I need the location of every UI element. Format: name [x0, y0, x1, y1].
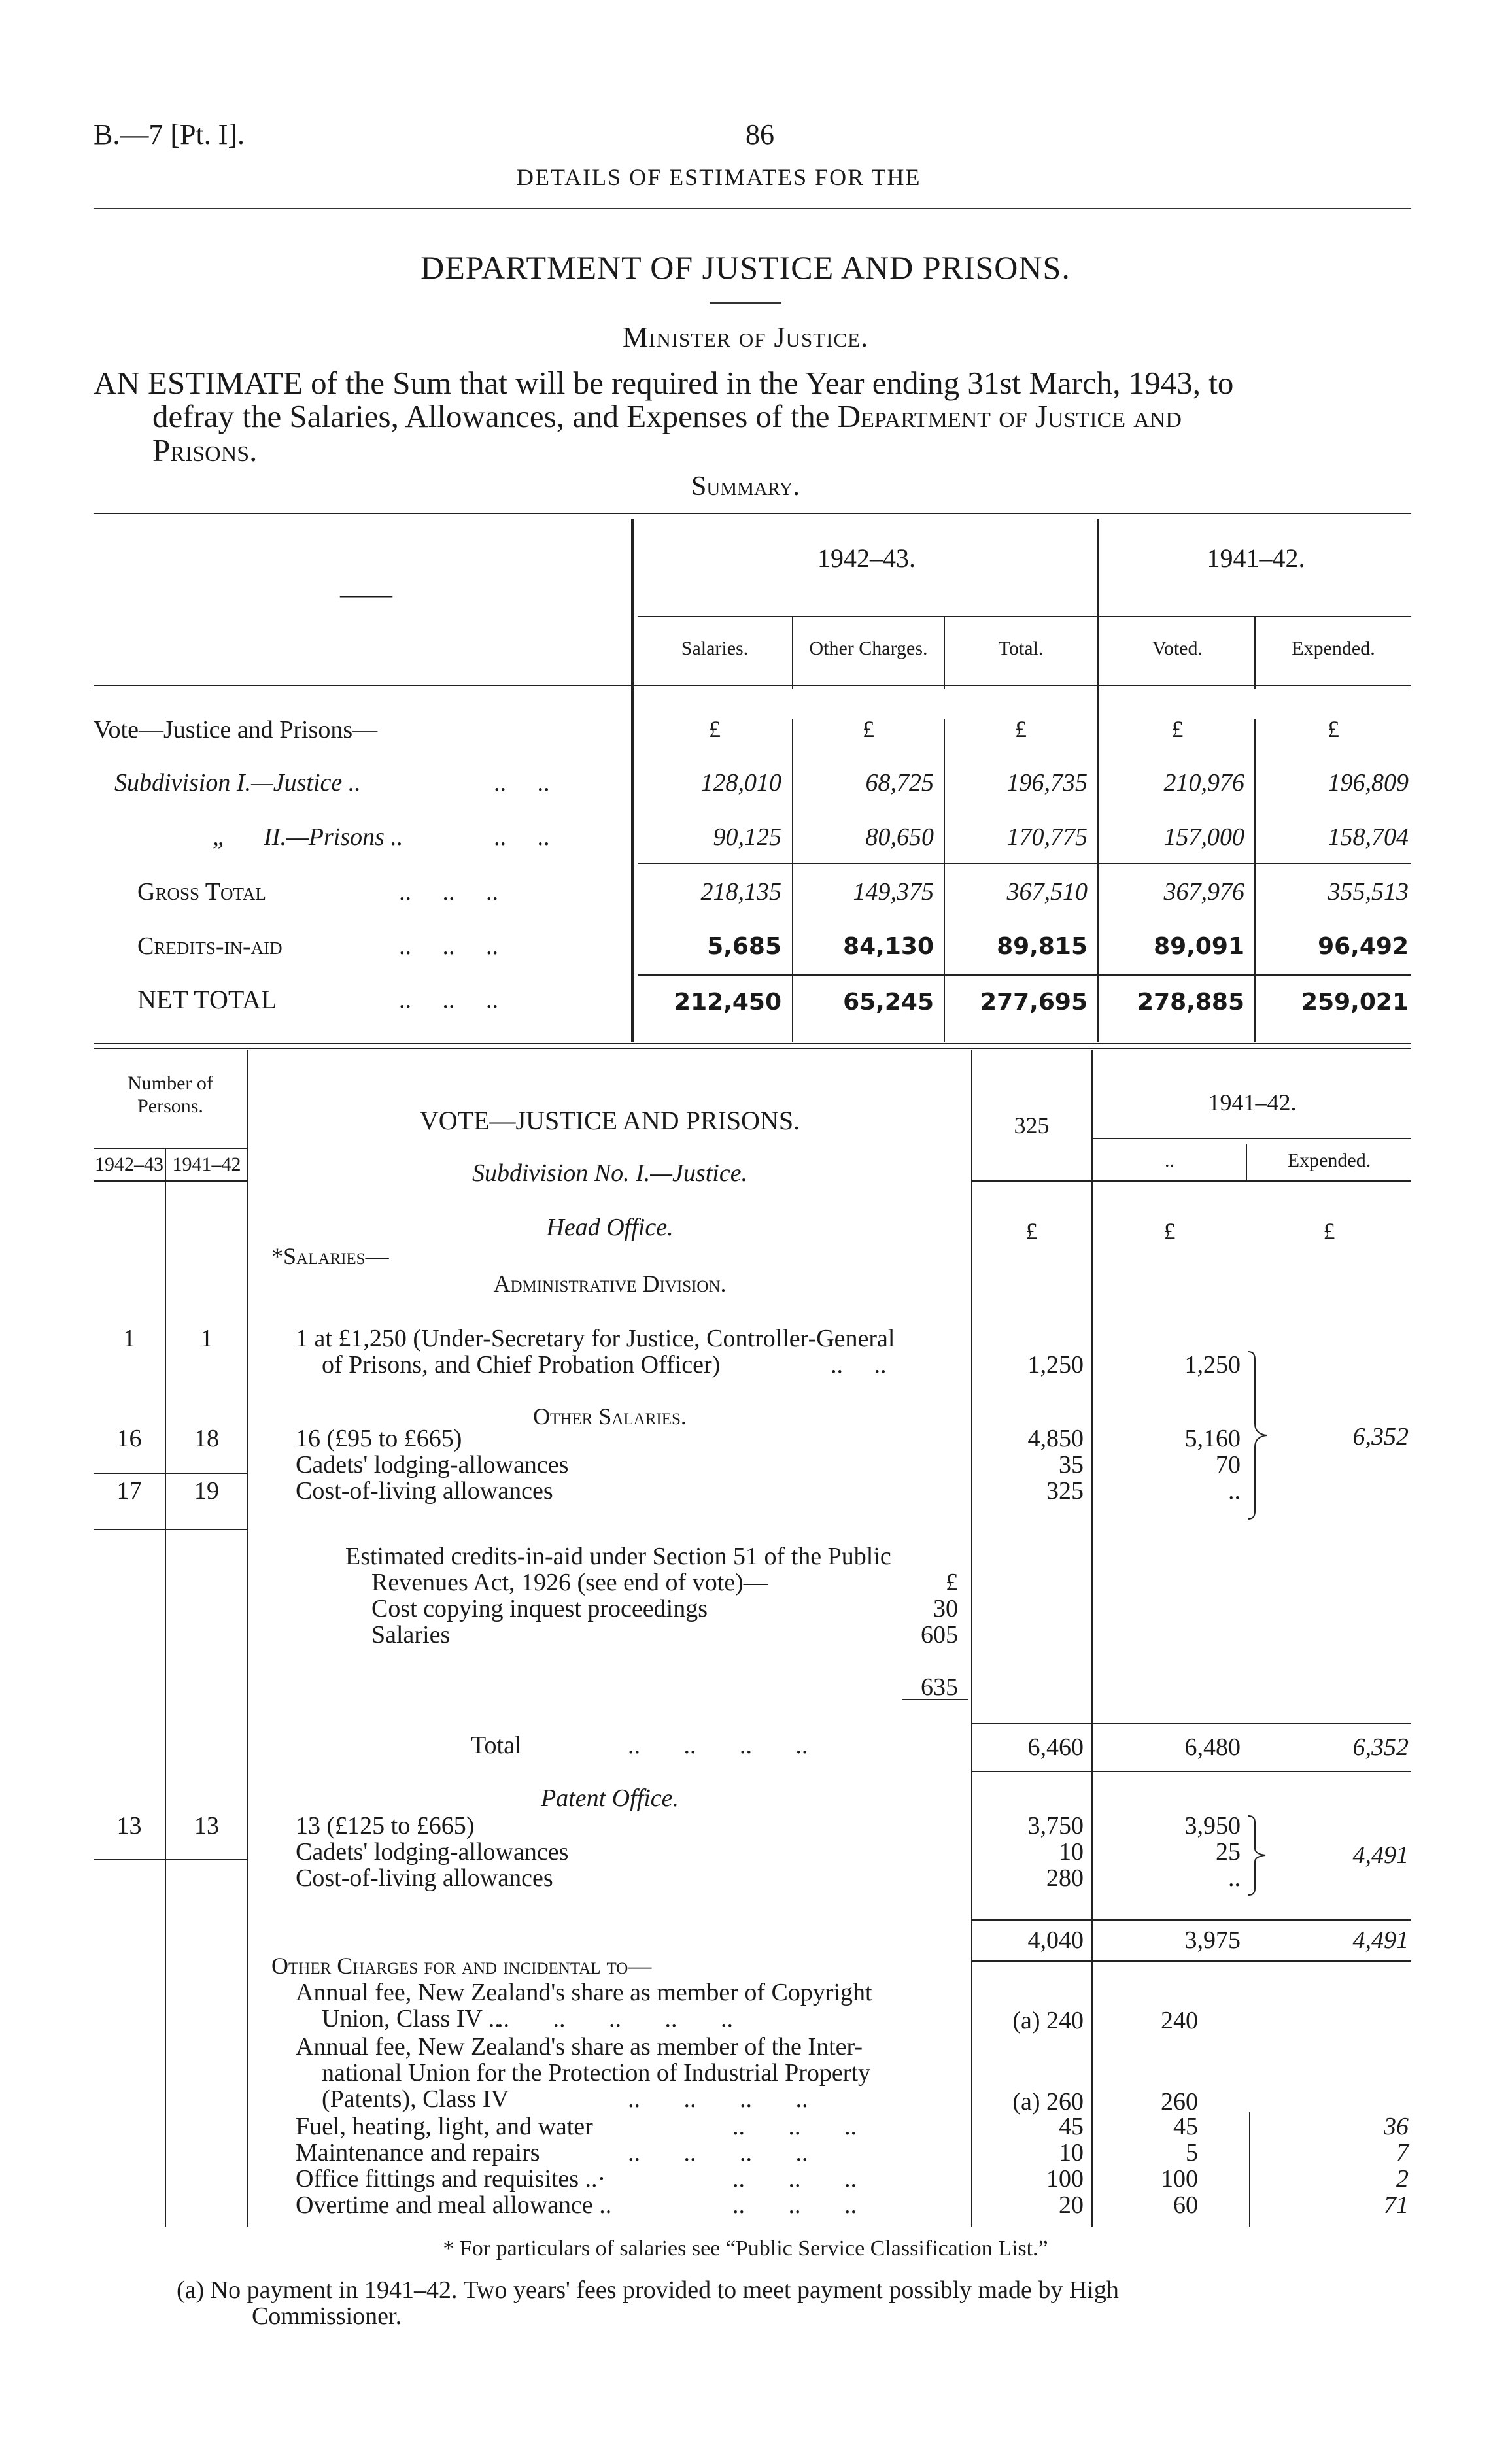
admin-persons-prior: 1 — [200, 1325, 213, 1352]
admin-current: 1,250 — [1027, 1351, 1084, 1378]
detail-col-voted: .. — [1165, 1150, 1174, 1171]
admin-leader: .. .. — [831, 1351, 887, 1378]
summary-col-salaries: Salaries. — [681, 638, 749, 659]
oc-item-label: Fuel, heating, light, and water — [296, 2113, 593, 2140]
summary-expended: 196,809 — [1328, 769, 1409, 796]
summary-voted: 278,885 — [1137, 989, 1244, 1016]
total-label: Total — [471, 1732, 522, 1759]
oc-item-current: 20 — [1059, 2191, 1084, 2219]
summary-voted: 157,000 — [1163, 823, 1244, 851]
oc-intl-line-3: (Patents), Class IV — [322, 2085, 509, 2113]
estimate-line-3: Prisons. — [152, 432, 258, 468]
summary-row-leader: .. .. .. — [399, 986, 498, 1014]
oc-intl-current: (a) 260 — [1012, 2088, 1084, 2115]
summary-salaries: 5,685 — [707, 933, 781, 960]
subdivision-title: Subdivision No. I.—Justice. — [471, 1159, 748, 1187]
summary-total: 170,775 — [1006, 823, 1088, 851]
summary-row-leader: .. .. .. — [399, 933, 498, 960]
patent-col-current: 280 — [1046, 1864, 1084, 1892]
head-office-heading: Head Office. — [546, 1214, 674, 1241]
detail-pound: £ — [1163, 1218, 1176, 1244]
total-expended: 6,352 — [1352, 1734, 1409, 1761]
summary-pound: £ — [709, 716, 721, 742]
credits-salaries: Salaries — [371, 1621, 451, 1649]
oc-intl-leader: .. .. .. .. — [628, 2085, 808, 2113]
patent-line: 13 (£125 to £665) — [296, 1812, 475, 1839]
salaries-label: *Salaries— — [271, 1243, 389, 1269]
summary-voted: 89,091 — [1154, 933, 1244, 960]
header-rule — [94, 208, 1411, 209]
title-short-rule — [710, 302, 781, 304]
minister-heading: Minister of Justice. — [622, 321, 869, 353]
patent-total-current: 4,040 — [1027, 1926, 1084, 1954]
summary-other: 65,245 — [843, 989, 934, 1016]
summary-row-label: Gross Total — [137, 878, 266, 906]
summary-row-leader: .. .. .. — [399, 878, 498, 906]
summary-col-expended: Expended. — [1292, 638, 1375, 659]
page-number: 86 — [746, 118, 774, 150]
os-persons-prior: 18 — [194, 1425, 219, 1452]
page-reference: B.—7 [Pt. I]. — [94, 118, 245, 150]
total-current: 6,460 — [1027, 1734, 1084, 1761]
estimate-line-1: AN ESTIMATE of the Sum that will be required in the Year ending 31st March, 1943, to — [94, 365, 1234, 401]
admin-expended: 6,352 — [1352, 1423, 1409, 1450]
admin-line-1: 1 at £1,250 (Under-Secretary for Justice, Controller-General — [296, 1325, 895, 1352]
oc-item-label: Maintenance and repairs — [296, 2139, 540, 2166]
summary-total: 367,510 — [1006, 878, 1088, 906]
col-persons-prior: 19 — [194, 1477, 219, 1505]
summary-pound: £ — [1328, 716, 1339, 742]
total-leader: .. .. .. .. — [628, 1732, 808, 1759]
summary-pound: £ — [1171, 716, 1184, 742]
persons-year-b: 1941–42 — [172, 1154, 241, 1175]
patent-col-line: Cost-of-living allowances — [296, 1864, 553, 1892]
patent-cadets-voted: 25 — [1216, 1838, 1241, 1866]
summary-voted: 367,976 — [1163, 878, 1244, 906]
col-current: 325 — [1046, 1477, 1084, 1505]
admin-line-2: of Prisons, and Chief Probation Officer) — [322, 1351, 721, 1378]
cadets-line: Cadets' lodging-allowances — [296, 1451, 569, 1479]
oc-copyright-line-2: Union, Class IV .. — [322, 2005, 501, 2032]
estimate-line-2a: defray the Salaries, Allowances, and Expenses of the — [152, 398, 830, 435]
patent-voted: 3,950 — [1184, 1812, 1241, 1839]
patent-cadets-line: Cadets' lodging-allowances — [296, 1838, 569, 1866]
other-salaries-heading: Other Salaries. — [533, 1403, 687, 1429]
oc-item-expended: 36 — [1384, 2113, 1409, 2140]
credits-salaries-value: 605 — [921, 1621, 958, 1649]
os-current: 4,850 — [1027, 1425, 1084, 1452]
detail-col-prior: 1941–42. — [1208, 1089, 1297, 1116]
estimate-line-2 — [94, 400, 1411, 433]
oc-copyright-line-1: Annual fee, New Zealand's share as member of Copyright — [296, 1979, 872, 2006]
cadets-voted: 70 — [1216, 1451, 1241, 1479]
summary-voted: 210,976 — [1163, 769, 1244, 796]
credits-pound: £ — [946, 1569, 958, 1596]
summary-total: 196,735 — [1006, 769, 1088, 796]
col-persons-current: 17 — [116, 1477, 142, 1505]
patent-total-expended: 4,491 — [1352, 1926, 1409, 1954]
summary-col-other: Other Charges. — [809, 638, 928, 659]
summary-col-total: Total. — [998, 638, 1044, 659]
summary-salaries: 128,010 — [700, 769, 781, 796]
oc-item-leader: .. .. .. .. — [628, 2139, 808, 2166]
summary-dash: —— — [340, 579, 392, 609]
patent-cadets-current: 10 — [1059, 1838, 1084, 1866]
summary-label: Summary. — [691, 471, 800, 502]
summary-salaries: 90,125 — [713, 823, 781, 851]
summary-vote-label: Vote—Justice and Prisons— — [94, 716, 378, 744]
footnote-a-line-2: Commissioner. — [252, 2302, 402, 2330]
os-voted: 5,160 — [1184, 1425, 1241, 1452]
patent-current: 3,750 — [1027, 1812, 1084, 1839]
oc-item-leader: .. .. .. — [732, 2191, 857, 2219]
summary-expended: 355,513 — [1328, 878, 1409, 906]
summary-year-prior: 1941–42. — [1207, 543, 1305, 573]
oc-item-leader: .. .. .. — [732, 2165, 857, 2193]
oc-item-current: 100 — [1046, 2165, 1084, 2193]
summary-other: 84,130 — [843, 933, 934, 960]
details-title: DETAILS OF ESTIMATES FOR THE — [517, 164, 921, 190]
admin-persons-current: 1 — [123, 1325, 135, 1352]
persons-year-a: 1942–43 — [95, 1154, 163, 1175]
oc-item-current: 45 — [1059, 2113, 1084, 2140]
os-persons-current: 16 — [116, 1425, 142, 1452]
summary-row-label: „ II.—Prisons .. — [213, 823, 403, 851]
os-line: 16 (£95 to £665) — [296, 1425, 462, 1452]
oc-item-current: 10 — [1059, 2139, 1084, 2166]
oc-item-leader: .. .. .. — [732, 2113, 857, 2140]
summary-row-leader: .. .. — [494, 769, 550, 796]
num-persons-header: Number of Persons. — [128, 1072, 213, 1117]
credits-copying: Cost copying inquest proceedings — [371, 1595, 708, 1622]
summary-expended: 158,704 — [1328, 823, 1409, 851]
oc-item-voted: 60 — [1173, 2191, 1198, 2219]
summary-other: 80,650 — [865, 823, 934, 851]
total-voted: 6,480 — [1184, 1734, 1241, 1761]
summary-expended: 259,021 — [1301, 989, 1409, 1016]
oc-intl-line-1: Annual fee, New Zealand's share as member of the Inter- — [296, 2033, 863, 2061]
department-title: DEPARTMENT OF JUSTICE AND PRISONS. — [420, 249, 1071, 286]
oc-item-voted: 45 — [1173, 2113, 1198, 2140]
col-voted: .. — [1228, 1477, 1241, 1505]
credits-line-2: Revenues Act, 1926 (see end of vote)— — [371, 1569, 768, 1596]
patent-total-voted: 3,975 — [1184, 1926, 1241, 1954]
estimate-line-2b: Department of Justice and — [837, 398, 1182, 435]
estimate-paragraph — [94, 366, 1411, 467]
summary-salaries: 212,450 — [674, 989, 781, 1016]
oc-copyright-leader: .. .. .. .. .. — [497, 2005, 733, 2032]
oc-item-label: Office fittings and requisites ..· — [296, 2165, 606, 2193]
patent-persons-prior: 13 — [194, 1812, 219, 1839]
oc-item-expended: 2 — [1396, 2165, 1409, 2193]
other-charges-heading: Other Charges for and incidental to— — [271, 1953, 652, 1979]
col-line: Cost-of-living allowances — [296, 1477, 553, 1505]
summary-other: 149,375 — [853, 878, 934, 906]
oc-copyright-voted: 240 — [1161, 2007, 1198, 2034]
oc-item-expended: 7 — [1396, 2139, 1409, 2166]
detail-col-expended: Expended. — [1287, 1150, 1371, 1171]
admin-division-heading: Administrative Division. — [493, 1271, 727, 1297]
patent-expended: 4,491 — [1352, 1841, 1409, 1869]
summary-salaries: 218,135 — [700, 878, 781, 906]
patent-office-heading: Patent Office. — [540, 1785, 679, 1812]
summary-col-voted: Voted. — [1152, 638, 1203, 659]
credits-total: 635 — [921, 1673, 958, 1701]
summary-row-leader: .. .. — [494, 823, 550, 851]
summary-row-label: NET TOTAL — [137, 985, 277, 1014]
vote-title: VOTE—JUSTICE AND PRISONS. — [419, 1106, 800, 1135]
summary-pound: £ — [863, 716, 874, 742]
oc-copyright-current: (a) 240 — [1012, 2007, 1084, 2034]
detail-pound: £ — [1025, 1218, 1038, 1244]
summary-total: 89,815 — [997, 933, 1088, 960]
oc-intl-voted: 260 — [1161, 2088, 1198, 2115]
oc-item-label: Overtime and meal allowance .. — [296, 2191, 612, 2219]
patent-persons-current: 13 — [116, 1812, 142, 1839]
cadets-current: 35 — [1059, 1451, 1084, 1479]
patent-bracket-icon — [1246, 1815, 1285, 1896]
summary-total: 277,695 — [980, 989, 1088, 1016]
credits-line-1: Estimated credits-in-aid under Section 51 of the Public — [345, 1543, 891, 1570]
oc-item-voted: 100 — [1161, 2165, 1198, 2193]
summary-expended: 96,492 — [1318, 933, 1409, 960]
summary-row-label: Credits-in-aid — [137, 933, 283, 960]
credits-copying-value: 30 — [933, 1595, 958, 1622]
footnote-a-line-1: (a) No payment in 1941–42. Two years' fees provided to meet payment possibly made by High — [177, 2276, 1119, 2304]
oc-item-voted: 5 — [1186, 2139, 1198, 2166]
summary-row-label: Subdivision I.—Justice .. — [114, 769, 361, 796]
oc-intl-line-2: national Union for the Protection of Industrial Property — [322, 2059, 870, 2087]
summary-year-current: 1942–43. — [817, 543, 916, 573]
salaries-footnote: * For particulars of salaries see “Public Service Classification List.” — [443, 2236, 1048, 2261]
salary-bracket-icon — [1246, 1350, 1285, 1520]
admin-voted: 1,250 — [1184, 1351, 1241, 1378]
summary-pound: £ — [1015, 716, 1027, 742]
summary-other: 68,725 — [865, 769, 934, 796]
patent-col-voted: .. — [1228, 1864, 1241, 1892]
detail-pound: £ — [1323, 1218, 1335, 1244]
oc-item-expended: 71 — [1384, 2191, 1409, 2219]
detail-col-current: 325 — [1014, 1112, 1050, 1138]
